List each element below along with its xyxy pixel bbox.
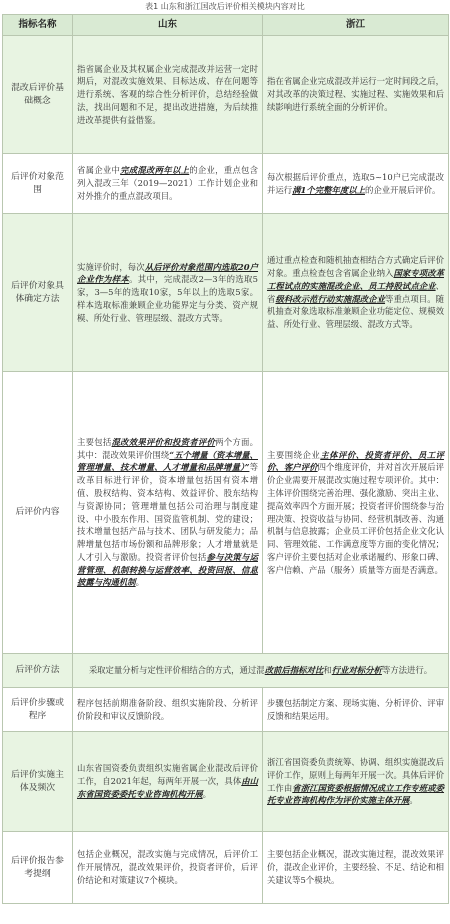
emphasized-text: 由山东省国资委委托专业咨询机构开展 xyxy=(77,776,259,799)
emphasized-text: 完成混改两年以上 xyxy=(120,165,190,176)
emphasized-text: “五个增量（资本增量、管理增量、技术增量、人才增量和品牌增量）” xyxy=(77,449,258,473)
cell-text: 通过重点检查和随机抽查相结合方式确定后评价对象。重点检查包含省属企业纳入 xyxy=(267,255,444,278)
zhejiang-cell xyxy=(263,832,449,904)
header-zhejiang: 浙江 xyxy=(263,15,449,36)
emphasized-text: 级科改示范行动实施混改企业 xyxy=(275,293,386,304)
cell-text: 等改革目标进行评价，资本增量包括国有资本增值、股权结构、资本结构、效益评价、股东结构与资源协同；管理增量包括公司治理与制度建设、中小股东作用、国资监管机制、党的建设；技术增量包括产品与技术、团队与研发能力；品牌增量包括市场份额和品牌形象；人才增量就是人才引入与激励。投资者评价包括 xyxy=(77,462,259,562)
cell-text: 投资者评价围绕参与治理决策、投资收益与协同、经营机制改善、沟通机制与信息披露； xyxy=(267,500,444,537)
header-indicator-name: 指标名称 xyxy=(3,15,73,36)
row-name: 后评价报告参考提纲 xyxy=(3,832,73,904)
cell-text: 。其中，完成混改2—3年的选取5家，3—5年的选取10家，5年以上的选取5家。样本选取标准兼顾企业功能界定与分类、资产规模、所处行业、管理层级、混改方式等。 xyxy=(77,274,259,323)
cell-text: 山东省国资委负责组织实施省属企业混改后评价工作，自2021年起，每两年开展一次，具体 xyxy=(77,763,258,787)
cell-text: 实施评价时，每次 xyxy=(77,261,145,272)
row-name: 混改后评价基础概念 xyxy=(3,36,73,154)
row-name: 后评价步骤或程序 xyxy=(3,688,73,732)
cell-text: 四个维度评价，并对首次开展后评价企业需要开展混改实施过程专项评价。其中： xyxy=(267,462,445,486)
zhejiang-cell xyxy=(263,36,449,154)
row-name: 后评价对象范围 xyxy=(3,154,73,214)
row-name: 后评价方法 xyxy=(3,654,73,688)
cell-text: 采取定量分析与定性评价相结合的方式，通过混 xyxy=(88,665,265,676)
table-caption: 表1 山东和浙江国改后评价相关模块内容对比 xyxy=(145,2,305,11)
cell-text: 客户评价主要包括对企业承诺履约、形象口碑、客户信赖、产品（服务）质量等方面是否满意。 xyxy=(267,551,444,575)
cell-text: 主体评价围绕完善治理、强化激励、突出主业、提高效率四个方面开展； xyxy=(267,487,444,511)
table-row xyxy=(3,654,449,688)
header-shandong: 山东 xyxy=(73,15,263,36)
row-name: 后评价对象具体确定方法 xyxy=(3,214,73,372)
cell-text: 主要包括企业概况，混改实施过程，混改效果评价，混改企业评价，主要经验、不足、结论和相关建议等5个模块。 xyxy=(267,849,444,885)
cell-text: 等重点项目。随机抽查对象选取标准兼顾企业功能定位、规模效益、所处行业、管理层级、混改方式等。 xyxy=(267,293,445,330)
table-row xyxy=(3,732,449,832)
cell-text: 的企业，重点包含列入混改三年（2019—2021）工作计划企业和对外推介的重点混改项目。 xyxy=(77,165,259,201)
cell-text: 程序包括前期准备阶段、组织实施阶段、分析评价阶段和审议反馈阶段。 xyxy=(77,697,258,721)
cell-text: 等方法进行。 xyxy=(381,665,433,676)
emphasized-text: 行业对标分析 xyxy=(331,665,382,676)
merged-cell xyxy=(73,654,449,688)
comparison-table xyxy=(2,14,449,904)
table-row xyxy=(3,688,449,732)
row-name: 后评价内容 xyxy=(3,372,73,654)
zhejiang-cell xyxy=(263,214,449,372)
table-row xyxy=(3,832,449,904)
emphasized-text: 从后评价对象范围内选取20户企业作为样本 xyxy=(77,261,259,285)
cell-text: 主要包括 xyxy=(77,436,112,447)
row-name: 后评价实施主体及频次 xyxy=(3,732,73,832)
shandong-cell xyxy=(73,372,263,654)
cell-text: 企业员工评价包括企业文化认同、管理效能、工作满意度等方面的变化情况； xyxy=(267,526,445,550)
cell-text: 的企业开展后评价。 xyxy=(364,184,441,195)
cell-text: 步骤包括制定方案、现场实施、分析评价、评审反馈和结果运用。 xyxy=(267,697,444,721)
emphasized-text: 参与决策与运营管理、机制转换与运营效率、投资回报、信息披露与沟通机制 xyxy=(77,551,258,588)
table-row xyxy=(3,154,449,214)
shandong-cell xyxy=(73,36,263,154)
cell-text: 和 xyxy=(323,665,332,676)
table-row xyxy=(3,36,449,154)
emphasized-text: 满1个完整年度以上 xyxy=(292,184,365,195)
shandong-cell xyxy=(73,214,263,372)
zhejiang-cell xyxy=(263,688,449,732)
zhejiang-cell xyxy=(263,154,449,214)
cell-text: 指省属企业及其权属企业完成混改并运营一定时期后，对混改实施效果、目标达成、存在问题等进行系统、客观的综合性分析评价，总结经验做法，找出问题和不足，提出改进措施，为后续推进改革提供有益借鉴。 xyxy=(77,63,258,125)
shandong-cell xyxy=(73,154,263,214)
zhejiang-cell xyxy=(263,372,449,654)
cell-text: 两个方面。其中：混改效果评价围绕 xyxy=(77,436,259,460)
zhejiang-cell xyxy=(263,732,449,832)
cell-text: 每次根据后评价重点，选取5~10户已完成混改并运行 xyxy=(267,171,444,195)
table-row xyxy=(3,214,449,372)
cell-text: 。 xyxy=(409,795,418,806)
shandong-cell xyxy=(73,688,263,732)
cell-text: 主要围绕企业 xyxy=(267,449,321,460)
cell-text: 、省 xyxy=(267,280,444,304)
cell-text: 指在省属企业完成混改并运行一定时间段之后，对其改革的决策过程、实施过程、实施效果和后续影响进行系统全面的分析评价。 xyxy=(267,76,444,112)
cell-text: 包括企业概况，混改实施与完成情况，后评价工作开展情况，混改效果评价，投资者评价，后评价结论和对策建议7个模块。 xyxy=(77,849,258,885)
table-row xyxy=(3,372,449,654)
shandong-cell xyxy=(73,832,263,904)
cell-text: 省属企业中 xyxy=(77,165,121,176)
cell-text: 浙江省国资委负责统筹、协调、组织实施混改后评价工作，原则上每两年开展一次。具体后评价工作由 xyxy=(267,756,444,793)
shandong-cell xyxy=(73,732,263,832)
emphasized-text: 主体评价、投资者评价、员工评价、客户评价 xyxy=(267,449,444,473)
emphasized-text: 国家专项改革工程试点的实施混改企业、员工持股试点企业 xyxy=(267,267,444,291)
emphasized-text: 改前后指标对比 xyxy=(264,665,324,676)
emphasized-text: 混改效果评价和投资者评价 xyxy=(111,436,216,447)
emphasized-text: 省浙江国资委根据情况成立工作专班或委托专业咨询机构作为评价实施主体开展 xyxy=(267,782,445,806)
cell-text: 。 xyxy=(135,577,144,588)
cell-text: 。 xyxy=(202,788,211,799)
